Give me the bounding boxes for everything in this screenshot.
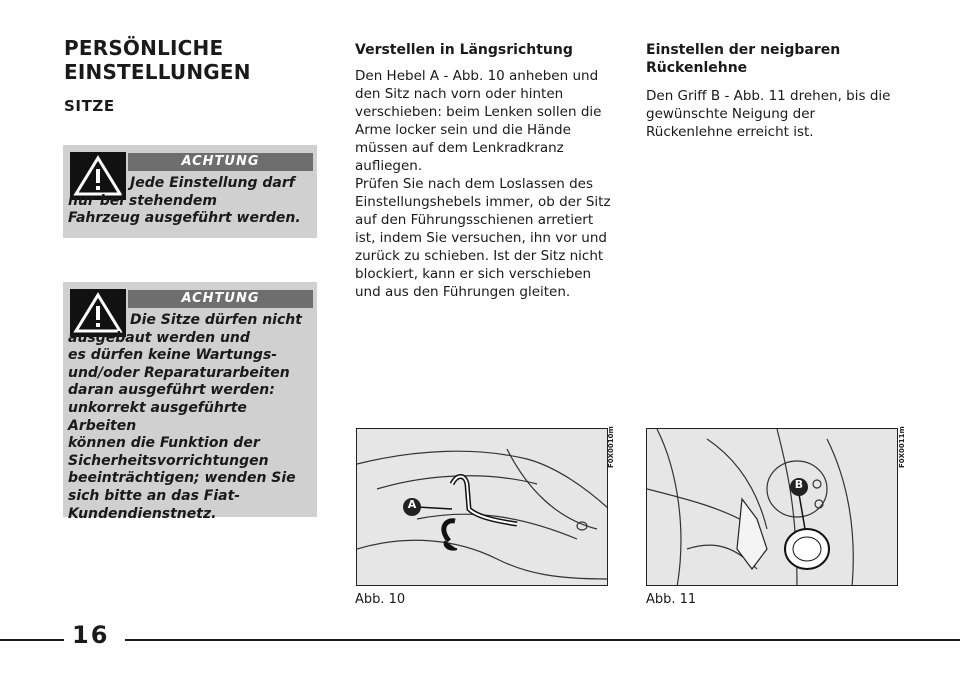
section-subtitle: SITZE bbox=[64, 97, 115, 115]
figure-10-caption: Abb. 10 bbox=[355, 592, 406, 607]
longitudinal-text: Den Hebel A - Abb. 10 anheben und den Sitz nach vorn oder hinten verschieben: beim Lenken sollen die Arme locker sein und die Hände müssen auf dem Lenkradkranz aufliegen. Prüfen Sie nach dem Loslassen des Einstellungshebels immer, ob der Sitz auf den Führungsschienen arretiert ist, indem Sie versuchen, ihn vor und zurück zu schieben. Ist der Sitz nicht blockiert, kann er sich verschieben und aus den Führungen gleiten. bbox=[355, 68, 611, 300]
page-title: PERSÖNLICHE EINSTELLUNGEN bbox=[64, 36, 251, 84]
warning-label: ACHTUNG bbox=[128, 290, 313, 308]
seat-lever-illustration bbox=[357, 429, 608, 586]
backrest-text: Den Griff B - Abb. 11 drehen, bis die gewünschte Neigung der Rückenlehne erreicht ist. bbox=[646, 88, 891, 140]
figure-marker-a: A bbox=[407, 498, 417, 511]
figure-11-backrest-knob bbox=[646, 428, 898, 586]
warning-text: Jede Einstellung darf nur bei stehendem Fahrzeug ausgeführt werden. bbox=[68, 175, 301, 227]
figure-marker-b: B bbox=[794, 478, 804, 491]
figure-10-seat-lever bbox=[356, 428, 608, 586]
footer-rule-right bbox=[125, 639, 960, 641]
backrest-knob-illustration bbox=[647, 429, 898, 586]
warning-label: ACHTUNG bbox=[128, 153, 313, 171]
warning-text: Die Sitze dürfen nicht ausgebaut werden und es dürfen keine Wartungs- und/oder Reparaturarbeiten daran ausgeführt werden: unkorrekt ausgeführte Arbeiten können die Funktion der Sicherheitsvorrichtungen beeinträchtigen; wenden Sie sich bitte an das Fiat- Kundendienstnetz. bbox=[68, 312, 302, 522]
longitudinal-heading: Verstellen in Längsrichtung bbox=[355, 42, 573, 58]
backrest-heading: Einstellen der neigbaren Rückenlehne bbox=[646, 42, 841, 76]
figure-11-code: F0X0011m bbox=[898, 426, 906, 468]
warning-box-1 bbox=[63, 145, 317, 238]
figure-10-code: F0X0010m bbox=[607, 426, 615, 468]
page-number: 16 bbox=[72, 621, 110, 649]
warning-box-2 bbox=[63, 282, 317, 522]
figure-11-caption: Abb. 11 bbox=[646, 592, 697, 607]
footer-rule-left bbox=[0, 639, 64, 641]
